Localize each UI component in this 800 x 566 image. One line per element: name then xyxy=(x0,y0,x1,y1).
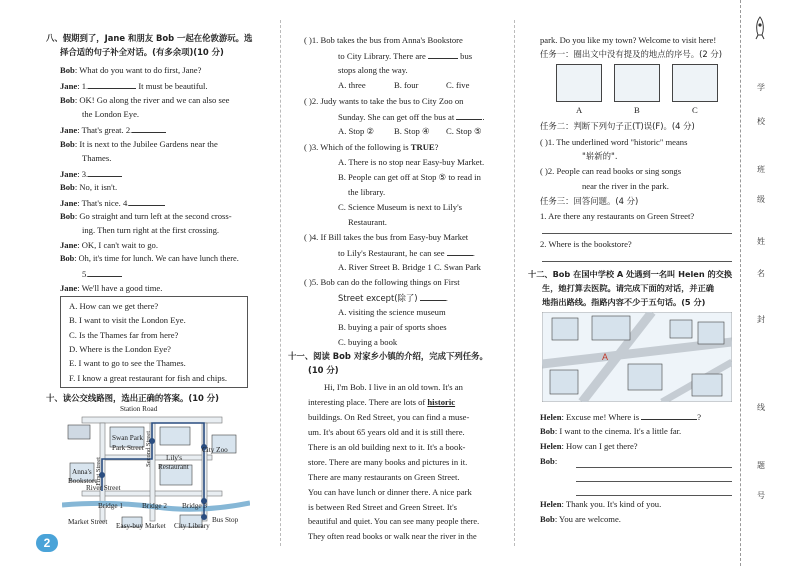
question-line: ( )4. If Bill takes the bus from Easy-buy Market xyxy=(304,232,469,242)
question-line: stops along the way. xyxy=(338,65,408,75)
dialog-line: Bob: It is next to the Jubilee Gardens near the xyxy=(60,139,218,149)
choice-line: A. Stop ② xyxy=(338,126,375,136)
dialog-line: Jane: We'll have a good time. xyxy=(60,283,163,293)
options-box xyxy=(60,296,248,388)
choice-line: A. River Street B. Bridge 1 C. Swan Park xyxy=(338,262,481,272)
choice-line: C. Science Museum is next to Lily's xyxy=(338,202,462,212)
map-label-city-zoo: City Zoo xyxy=(202,446,228,454)
map-label-swan-park: Swan Park xyxy=(112,434,143,442)
binding-char: 姓 xyxy=(757,237,765,246)
binding-char: 封 xyxy=(757,315,765,324)
answer-line[interactable] xyxy=(576,481,732,482)
option-item: B. I want to visit the London Eye. xyxy=(69,315,186,325)
middle-column xyxy=(286,0,508,566)
point-a-marker: A xyxy=(602,352,609,362)
dialog-line: Jane: That's nice. 4. xyxy=(60,198,165,208)
dialog-line: Helen: Excuse me! Where is ? xyxy=(540,412,702,422)
dialog-line: Bob: You are welcome. xyxy=(540,514,621,524)
choice-line: A. There is no stop near Easy-buy Market. xyxy=(338,157,485,167)
dialog-line: Bob: Oh, it's time for lunch. We can have lunch there. xyxy=(60,254,239,263)
map-label-restaurant: Restaurant xyxy=(158,463,189,471)
choice-line: C. buying a book xyxy=(338,337,398,347)
map-label-easybuy: Easy-buy Market xyxy=(116,522,166,530)
question-line: to Lily's Restaurant, he can see . xyxy=(338,248,475,258)
binding-char: 题 xyxy=(757,461,765,470)
picture-label-a: A xyxy=(576,105,583,115)
question-line: ( )3. Which of the following is TRUE? xyxy=(304,142,439,152)
choice-line: Restaurant. xyxy=(348,217,387,227)
dialog-line: ing. Then turn right at the first crossing. xyxy=(82,225,220,235)
place-picture-b xyxy=(614,64,660,102)
tf-line: ( )2. People can read books or sing songs xyxy=(540,166,682,176)
dialog-line: Bob: What do you want to do first, Jane? xyxy=(60,65,202,75)
passage-line: You can have lunch or dinner there. A nice park xyxy=(308,487,472,497)
passage-line: interesting place. There are lots of historic xyxy=(308,397,456,407)
map-label-bridge-2: Bridge 2 xyxy=(142,502,167,510)
q12-title-3: 地指出路线。指路内容不少于五句话。(5 分) xyxy=(542,297,706,307)
q8-title-2: 择合适的句子补全对话。(有多余项)(10 分) xyxy=(60,47,224,57)
dialog-line: Bob: No, it isn't. xyxy=(60,182,118,192)
map-label-bus-stop: Bus Stop xyxy=(212,516,239,524)
answer-blank[interactable] xyxy=(420,293,446,301)
task-three-title: 任务三：回答问题。(4 分) xyxy=(540,196,639,206)
tf-line: "崭新的". xyxy=(582,151,618,161)
place-picture-a xyxy=(556,64,602,102)
task-question: 1. Are there any restaurants on Green Street? xyxy=(540,211,695,221)
answer-line[interactable] xyxy=(576,467,732,468)
binding-margin xyxy=(740,0,780,566)
question-line: Sunday. She can get off the bus at . xyxy=(338,112,485,122)
dialog-line: Jane: That's great. 2. xyxy=(60,125,166,135)
page-number: 2 xyxy=(36,534,58,552)
dialog-line: Thames. xyxy=(82,153,112,163)
passage-line: Hi, I'm Bob. I live in an old town. It's an xyxy=(324,382,463,392)
map-label-city-library: City Library xyxy=(174,522,210,530)
question-line: ( )1. Bob takes the bus from Anna's Bookstore xyxy=(304,35,463,45)
choice-line: A. visiting the science museum xyxy=(338,307,446,317)
dialog-line: Bob: Go straight and turn left at the second cross- xyxy=(60,211,232,221)
choice-line: B. four xyxy=(394,80,419,90)
answer-blank[interactable] xyxy=(88,81,136,89)
answer-blank[interactable] xyxy=(641,412,697,420)
choice-line: C. Stop ⑤ xyxy=(446,126,482,136)
binding-char: 班 xyxy=(757,165,765,174)
passage-line: park. Do you like my town? Welcome to visit here! xyxy=(540,35,717,45)
place-picture-c xyxy=(672,64,718,102)
picture-label-c: C xyxy=(692,105,698,115)
binding-char: 学 xyxy=(757,83,765,92)
q12-title-2: 生，她打算去医院。请完成下面的对话，并正确 xyxy=(542,283,714,293)
map-label-annas: Anna's xyxy=(72,468,92,476)
binding-char: 校 xyxy=(757,117,765,126)
dialog-line: Bob: I want to the cinema. It's a little far. xyxy=(540,426,682,436)
answer-blank[interactable] xyxy=(447,248,473,256)
answer-blank[interactable] xyxy=(428,51,458,59)
map-label-river-street: River Street xyxy=(86,484,121,492)
option-item: F. I know a great restaurant for fish and chips. xyxy=(69,373,228,383)
binding-char: 级 xyxy=(757,195,765,204)
q12-title: 十二、Bob 在国中学校 A 处遇到一名叫 Helen 的交换 xyxy=(528,269,733,279)
answer-blank[interactable] xyxy=(88,269,122,277)
dialog-line: 5. xyxy=(82,269,122,279)
passage-line: um. It's about 65 years old and it is still there. xyxy=(308,427,465,437)
dialog-line: Jane: 1. It must be beautiful. xyxy=(60,81,208,91)
dialog-line: Jane: OK, I can't wait to go. xyxy=(60,240,158,250)
historic-word: historic xyxy=(427,397,456,407)
answer-blank[interactable] xyxy=(129,198,165,206)
question-line: ( )5. Bob can do the following things on First xyxy=(304,277,460,287)
right-column xyxy=(520,0,738,566)
option-item: E. I want to go to see the Thames. xyxy=(69,358,186,368)
q11-title: 十一、阅读 Bob 对家乡小镇的介绍，完成下列任务。 xyxy=(288,351,488,361)
picture-label-b: B xyxy=(634,105,640,115)
task-one-title: 任务一：圈出文中没有提及的地点的序号。(2 分) xyxy=(540,49,723,59)
answer-blank[interactable] xyxy=(132,125,166,133)
map-label-lilys: Lily's xyxy=(166,454,183,462)
passage-line: store. There are many books and pictures in it. xyxy=(308,457,468,467)
answer-line[interactable] xyxy=(576,495,732,496)
choice-line: the library. xyxy=(348,187,386,197)
map-label-first-street: First Street xyxy=(95,457,102,486)
map-label-park-street: Park Street xyxy=(112,444,144,452)
question-line: ( )2. Judy wants to take the bus to City Zoo on xyxy=(304,96,464,106)
binding-char: 名 xyxy=(757,269,765,278)
rocket-icon xyxy=(753,16,767,40)
answer-line[interactable] xyxy=(542,233,732,234)
binding-char: 线 xyxy=(757,403,765,412)
q10-title: 十、读公交线路图，选出正确的答案。(10 分) xyxy=(46,393,219,403)
question-line: Street except(除了) . xyxy=(338,293,448,303)
choice-line: C. five xyxy=(446,80,470,90)
tf-line: near the river in the park. xyxy=(582,181,669,191)
binding-char: 号 xyxy=(757,491,765,500)
map-label-bookstore: Bookstore xyxy=(68,477,98,485)
q11-score: (10 分) xyxy=(308,365,339,375)
q8-title: 八、假期到了，Jane 和朋友 Bob 一起在伦敦游玩。选 xyxy=(46,33,253,43)
task-two-title: 任务二：判断下列句子正(T)误(F)。(4 分) xyxy=(540,121,695,131)
dialog-line: Bob: xyxy=(540,456,558,466)
passage-line: beautiful and quiet. You can see many people there. xyxy=(308,517,480,526)
map-label-bridge-1: Bridge 1 xyxy=(98,502,123,510)
dialog-line: Helen: How can I get there? xyxy=(540,441,638,451)
passage-line: buildings. On Red Street, you can find a muse- xyxy=(308,412,470,422)
option-item: D. Where is the London Eye? xyxy=(69,344,171,354)
column-divider xyxy=(280,20,281,546)
dialog-line: Bob: OK! Go along the river and we can also see xyxy=(60,95,230,105)
column-divider xyxy=(514,20,515,546)
tf-line: ( )1. The underlined word "historic" means xyxy=(540,137,688,147)
bus-route-map xyxy=(62,405,250,533)
choice-line: B. People can get off at Stop ⑤ to read in xyxy=(338,172,481,182)
map-label-market-street: Market Street xyxy=(68,518,108,526)
left-column xyxy=(0,0,270,566)
passage-line: There is an old building next to it. It's a book- xyxy=(308,442,466,452)
map-label-station-road: Station Road xyxy=(120,405,158,413)
passage-line: There are many restaurants on Green Street. xyxy=(308,472,460,482)
passage-line: is between Red Street and Green Street. It's xyxy=(308,502,458,512)
town-map-illustration xyxy=(542,312,732,402)
option-item: C. Is the Thames far from here? xyxy=(69,330,179,340)
question-line: to City Library. There are bus xyxy=(338,51,473,61)
answer-blank[interactable] xyxy=(88,169,122,177)
answer-line[interactable] xyxy=(542,261,732,262)
map-label-bridge-3: Bridge 3 xyxy=(182,502,207,510)
dialog-line: the London Eye. xyxy=(82,109,140,119)
map-label-second-street: Second Street xyxy=(145,431,152,467)
choice-line: A. three xyxy=(338,80,366,90)
passage-line: They often read books or walk near the river in the xyxy=(308,532,477,541)
task-question: 2. Where is the bookstore? xyxy=(540,239,632,249)
option-item: A. How can we get there? xyxy=(69,301,159,311)
dialog-line: Helen: Thank you. It's kind of you. xyxy=(540,499,662,509)
answer-blank[interactable] xyxy=(456,112,482,120)
choice-line: B. buying a pair of sports shoes xyxy=(338,322,447,332)
dialog-line: Jane: 3. xyxy=(60,169,122,179)
choice-line: B. Stop ④ xyxy=(394,126,430,136)
